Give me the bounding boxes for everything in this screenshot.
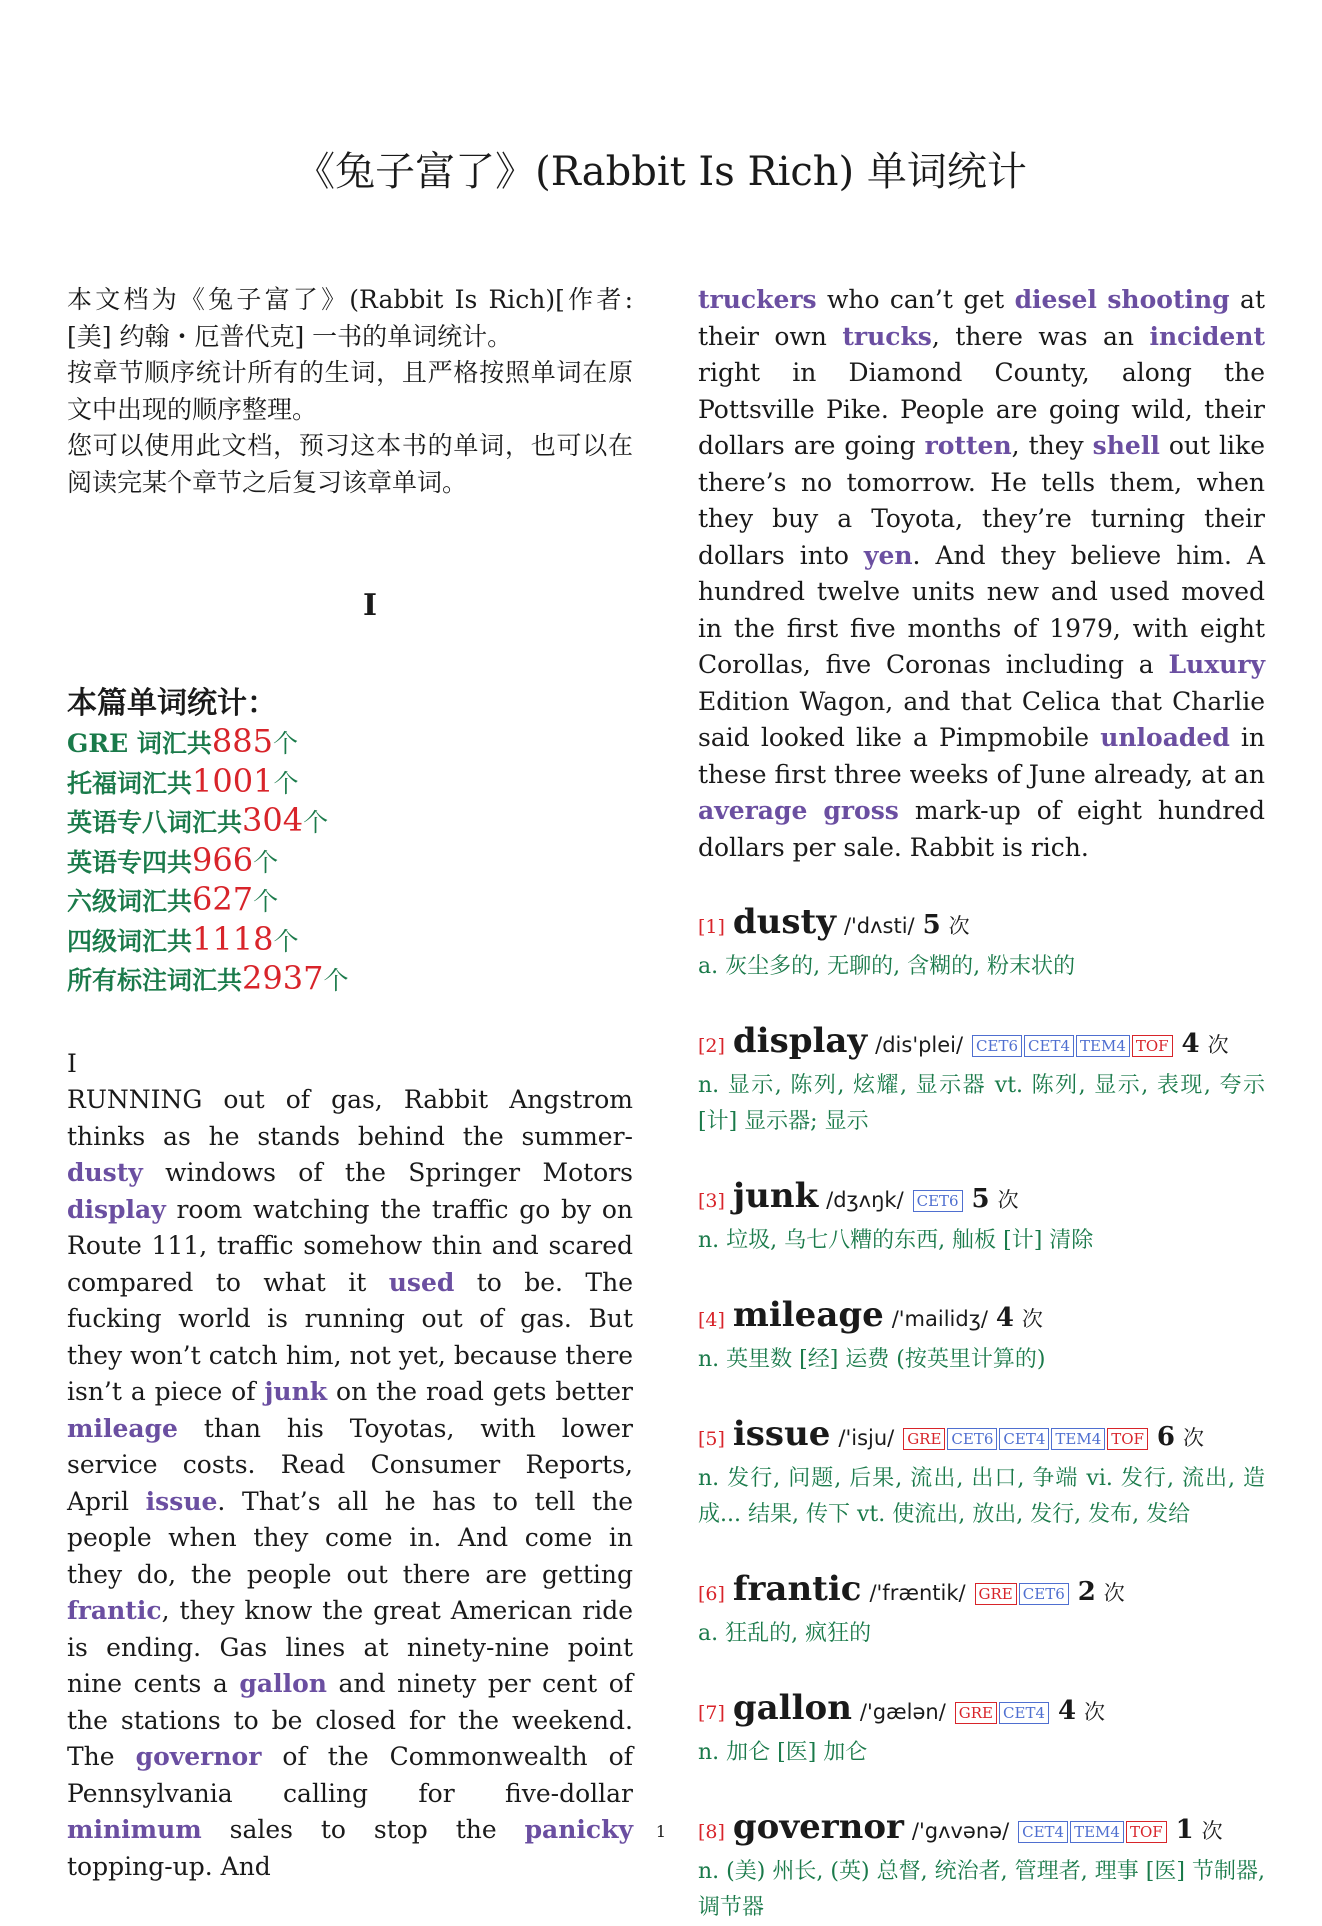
entry-definition: n. (美) 州长, (英) 总督, 统治者, 管理者, 理事 [医] 节制器, 调节器 — [698, 1859, 1265, 1920]
entry-pronunciation: /'gʌvənə/ — [911, 1819, 1010, 1843]
entry-times-label: 次 — [1207, 1033, 1229, 1057]
entry-times-label: 次 — [1021, 1307, 1043, 1331]
highlighted-word: minimum — [67, 1815, 202, 1844]
intro — [67, 282, 633, 501]
entry-header — [698, 1567, 1265, 1616]
entry-count: 5 — [922, 910, 941, 940]
text-run: , there was an — [931, 321, 1150, 351]
highlighted-word: junk — [264, 1377, 328, 1406]
entry-header — [698, 1686, 1265, 1735]
text-run — [1097, 285, 1107, 314]
entry-header — [698, 1019, 1265, 1068]
page-number: 1 — [655, 1822, 667, 1841]
stat-unit: 个 — [272, 729, 298, 758]
left-column — [67, 282, 633, 1885]
stats-heading: 本篇单词统计： — [67, 686, 277, 721]
text-run: , they — [1011, 431, 1093, 460]
entry-count: 4 — [995, 1303, 1014, 1333]
entry-count: 2 — [1077, 1577, 1096, 1607]
highlighted-word: panicky — [524, 1815, 633, 1844]
entry-definition: n. 英里数 [经] 运费 (按英里计算的) — [698, 1347, 1046, 1372]
stat-line — [67, 881, 633, 921]
highlighted-word: unloaded — [1100, 723, 1230, 752]
highlighted-word: shell — [1092, 431, 1160, 460]
text-run: at their own — [698, 285, 1265, 351]
highlighted-word: dusty — [67, 1158, 143, 1187]
stat-label: 英语专四共 — [67, 847, 193, 877]
text-run: in these first three weeks of June already, at an — [698, 723, 1265, 789]
text-run: right in Diamond County, along the Pottsville Pike. People are going wild, their dollars are going — [698, 358, 1265, 460]
text-run: , they know the great American ride is ending. Gas lines at ninety-nine point nine cents a — [67, 1596, 633, 1698]
stat-unit: 个 — [303, 808, 329, 837]
stats-list — [67, 723, 633, 1000]
highlighted-word: incident — [1149, 321, 1265, 351]
text-run: on the road gets better — [327, 1377, 633, 1406]
vocab-list — [698, 900, 1265, 1926]
level-tag: GRE — [975, 1583, 1017, 1605]
stat-label: 托福词汇共 — [67, 768, 193, 798]
vocab-entry — [698, 1567, 1265, 1652]
entry-pronunciation: /'gælən/ — [859, 1700, 946, 1724]
entry-word: display — [732, 1021, 868, 1061]
level-tag: CET6 — [1019, 1583, 1069, 1605]
stat-line — [67, 960, 633, 1000]
chapter-heading: I — [362, 588, 378, 623]
stat-value: 627 — [192, 880, 254, 918]
level-tag: CET6 — [947, 1428, 997, 1450]
entry-definition: a. 灰尘多的, 无聊的, 含糊的, 粉末状的 — [698, 954, 1076, 979]
right-column — [698, 282, 1265, 1926]
text-run: who can’t get — [816, 285, 1015, 314]
text-run: Edition Wagon, and that Celica that Charlie said looked like a Pimpmobile — [698, 686, 1265, 752]
entry-times-label: 次 — [1182, 1426, 1204, 1450]
entry-index: [1] — [698, 916, 725, 938]
highlighted-word: Luxury — [1168, 650, 1265, 679]
chapter-roman: I — [67, 1048, 77, 1078]
entry-index: [8] — [698, 1821, 725, 1843]
entry-index: [4] — [698, 1309, 725, 1331]
entry-pronunciation: /dis'plei/ — [875, 1033, 964, 1057]
highlighted-word: diesel — [1014, 285, 1097, 314]
highlighted-word: average — [698, 796, 808, 825]
highlighted-word: frantic — [67, 1596, 162, 1625]
highlighted-word: trucks — [842, 321, 932, 351]
stat-unit: 个 — [273, 768, 299, 798]
level-tag: CET4 — [1024, 1035, 1074, 1057]
text-run: RUNNING out of gas, Rabbit Angstrom thinks as he stands behind the summer- — [67, 1085, 633, 1151]
chapter-body — [67, 1046, 633, 1886]
body-text-right — [698, 285, 1265, 862]
highlighted-word: used — [388, 1267, 455, 1297]
entry-definition: n. 加仑 [医] 加仑 — [698, 1740, 868, 1765]
highlighted-word: mileage — [67, 1413, 178, 1443]
intro-paragraph: 您可以使用此文档，预习这本书的单词，也可以在阅读完某个章节之后复习该章单词。 — [67, 431, 633, 497]
entry-pronunciation: /'isju/ — [838, 1426, 895, 1450]
highlighted-word: rotten — [924, 431, 1012, 460]
highlighted-word: gallon — [239, 1669, 327, 1698]
vocab-entry — [698, 1686, 1265, 1771]
highlighted-word: shooting — [1107, 285, 1230, 314]
stat-value: 304 — [242, 801, 304, 839]
entry-definition: a. 狂乱的, 疯狂的 — [698, 1621, 872, 1646]
entry-times-label: 次 — [948, 914, 970, 938]
text-run: and ninety per cent of the stations to be closed for the weekend. The — [67, 1669, 633, 1771]
level-tag: TOF — [1126, 1821, 1167, 1843]
entry-word: junk — [732, 1176, 819, 1216]
entry-count: 4 — [1057, 1696, 1077, 1726]
level-tag: TEM4 — [1076, 1035, 1130, 1057]
entry-index: [2] — [698, 1035, 725, 1057]
entry-index: [5] — [698, 1428, 725, 1450]
level-tag: CET4 — [999, 1428, 1049, 1450]
text-run — [807, 796, 823, 825]
text-run: out like there’s no tomorrow. He tells them, when they buy a Toyota, they’re turning their dollars into — [698, 431, 1265, 570]
intro-paragraph: 本文档为《兔子富了》(Rabbit Is Rich)[作者: [美] 约翰・厄普代克] 一书的单词统计。 — [67, 285, 633, 351]
stat-unit: 个 — [323, 966, 349, 995]
stat-value: 966 — [192, 840, 254, 879]
entry-count: 5 — [971, 1184, 990, 1214]
stat-line — [67, 763, 633, 803]
page-title: 《兔子富了》(Rabbit Is Rich) 单词统计 — [295, 149, 1027, 195]
level-tag: TEM4 — [1051, 1428, 1105, 1450]
level-tag: CET4 — [999, 1702, 1049, 1724]
stat-value: 1118 — [192, 919, 274, 958]
entry-definition: n. 垃圾, 乌七八糟的东西, 舢板 [计] 清除 — [698, 1228, 1094, 1253]
text-run: . That’s all he has to tell the people when they come in. And come in they do, the people out there are getting — [67, 1486, 634, 1589]
text-run: than his Toyotas, with lower service costs. Read Consumer Reports, April — [67, 1413, 633, 1516]
stat-unit: 个 — [253, 887, 279, 916]
level-tag: TEM4 — [1070, 1821, 1124, 1843]
entry-index: [7] — [698, 1702, 725, 1724]
stat-value: 2937 — [242, 959, 324, 997]
entry-word: mileage — [732, 1295, 884, 1335]
stat-value: 1001 — [192, 761, 274, 800]
highlighted-word: gross — [823, 796, 899, 825]
entry-word: governor — [732, 1807, 904, 1847]
entry-count: 1 — [1175, 1815, 1194, 1845]
text-run: topping-up. And — [67, 1851, 271, 1881]
body-text-left — [67, 1085, 633, 1881]
text-run: . And they believe him. A hundred twelve units new and used moved in the first five months of 1979, with eight Corollas, five Coronas including a — [698, 540, 1265, 679]
level-tag: CET6 — [972, 1035, 1022, 1057]
text-run: to be. The fucking world is running out of gas. But they won’t catch him, not yet, because there isn’t a piece of — [67, 1267, 633, 1406]
vocab-entry — [698, 1293, 1265, 1378]
stat-label: 四级词汇共 — [67, 926, 193, 956]
entry-times-label: 次 — [1103, 1581, 1125, 1605]
stat-line — [67, 842, 633, 882]
highlighted-word: truckers — [698, 285, 817, 314]
entry-header — [698, 1293, 1265, 1342]
stat-label: 六级词汇共 — [67, 887, 193, 916]
level-tag: TOF — [1107, 1428, 1148, 1450]
level-tag: GRE — [903, 1428, 945, 1450]
entry-header — [698, 1412, 1265, 1461]
text-run: sales to stop the — [201, 1815, 525, 1844]
entry-times-label: 次 — [1084, 1700, 1105, 1724]
entry-index: [6] — [698, 1583, 725, 1605]
vocab-entry — [698, 1412, 1265, 1533]
entry-times-label: 次 — [997, 1188, 1019, 1212]
stat-unit: 个 — [273, 926, 299, 956]
entry-word: dusty — [732, 902, 836, 942]
highlighted-word: governor — [135, 1742, 262, 1771]
highlighted-word: display — [67, 1194, 166, 1224]
entry-times-label: 次 — [1201, 1819, 1223, 1843]
highlighted-word: issue — [145, 1486, 218, 1516]
level-tag: CET4 — [1018, 1821, 1068, 1843]
text-run: mark-up of eight hundred dollars per sale. Rabbit is rich. — [698, 796, 1265, 862]
entry-header — [698, 900, 1265, 949]
entry-word: issue — [732, 1414, 831, 1454]
entry-word: frantic — [732, 1569, 862, 1609]
entry-pronunciation: /'mailidʒ/ — [891, 1307, 988, 1331]
level-tag: TOF — [1132, 1035, 1173, 1057]
text-run: windows of the Springer Motors — [142, 1158, 633, 1187]
stat-line — [67, 802, 633, 842]
level-tag: GRE — [955, 1702, 997, 1724]
entry-definition: n. 显示, 陈列, 炫耀, 显示器 vt. 陈列, 显示, 表现, 夸示 [计] 显示器; 显示 — [698, 1073, 1265, 1134]
stat-label: GRE 词汇共 — [67, 729, 212, 758]
text-run: room watching the traffic go by on Route 111, traffic somehow thin and scared compared to what it — [67, 1194, 633, 1297]
vocab-entry — [698, 900, 1265, 985]
chapter-body-continued — [698, 282, 1265, 866]
vocab-entry — [698, 1174, 1265, 1259]
entry-count: 4 — [1181, 1029, 1200, 1059]
stat-line — [67, 921, 633, 961]
entry-pronunciation: /'fræntik/ — [869, 1581, 966, 1605]
entry-index: [3] — [698, 1190, 725, 1212]
stat-value: 885 — [211, 722, 273, 760]
entry-pronunciation: /dʒʌŋk/ — [826, 1188, 904, 1212]
stat-label: 英语专八词汇共 — [67, 808, 243, 837]
level-tag: CET6 — [913, 1190, 963, 1212]
stat-unit: 个 — [253, 847, 279, 877]
entry-header — [698, 1174, 1265, 1223]
intro-paragraph: 按章节顺序统计所有的生词，且严格按照单词在原文中出现的顺序整理。 — [67, 358, 633, 424]
stat-line — [67, 723, 633, 763]
highlighted-word: yen — [863, 540, 913, 570]
entry-count: 6 — [1156, 1422, 1176, 1452]
vocab-entry — [698, 1019, 1265, 1140]
stat-label: 所有标注词汇共 — [67, 966, 243, 995]
text-run: of the Commonwealth of Pennsylvania calling for five-dollar — [67, 1742, 633, 1808]
entry-word: gallon — [732, 1688, 852, 1728]
entry-pronunciation: /'dʌsti/ — [843, 914, 915, 938]
entry-definition: n. 发行, 问题, 后果, 流出, 出口, 争端 vi. 发行, 流出, 造成... 结果, 传下 vt. 使流出, 放出, 发行, 发布, 发给 — [698, 1466, 1265, 1527]
